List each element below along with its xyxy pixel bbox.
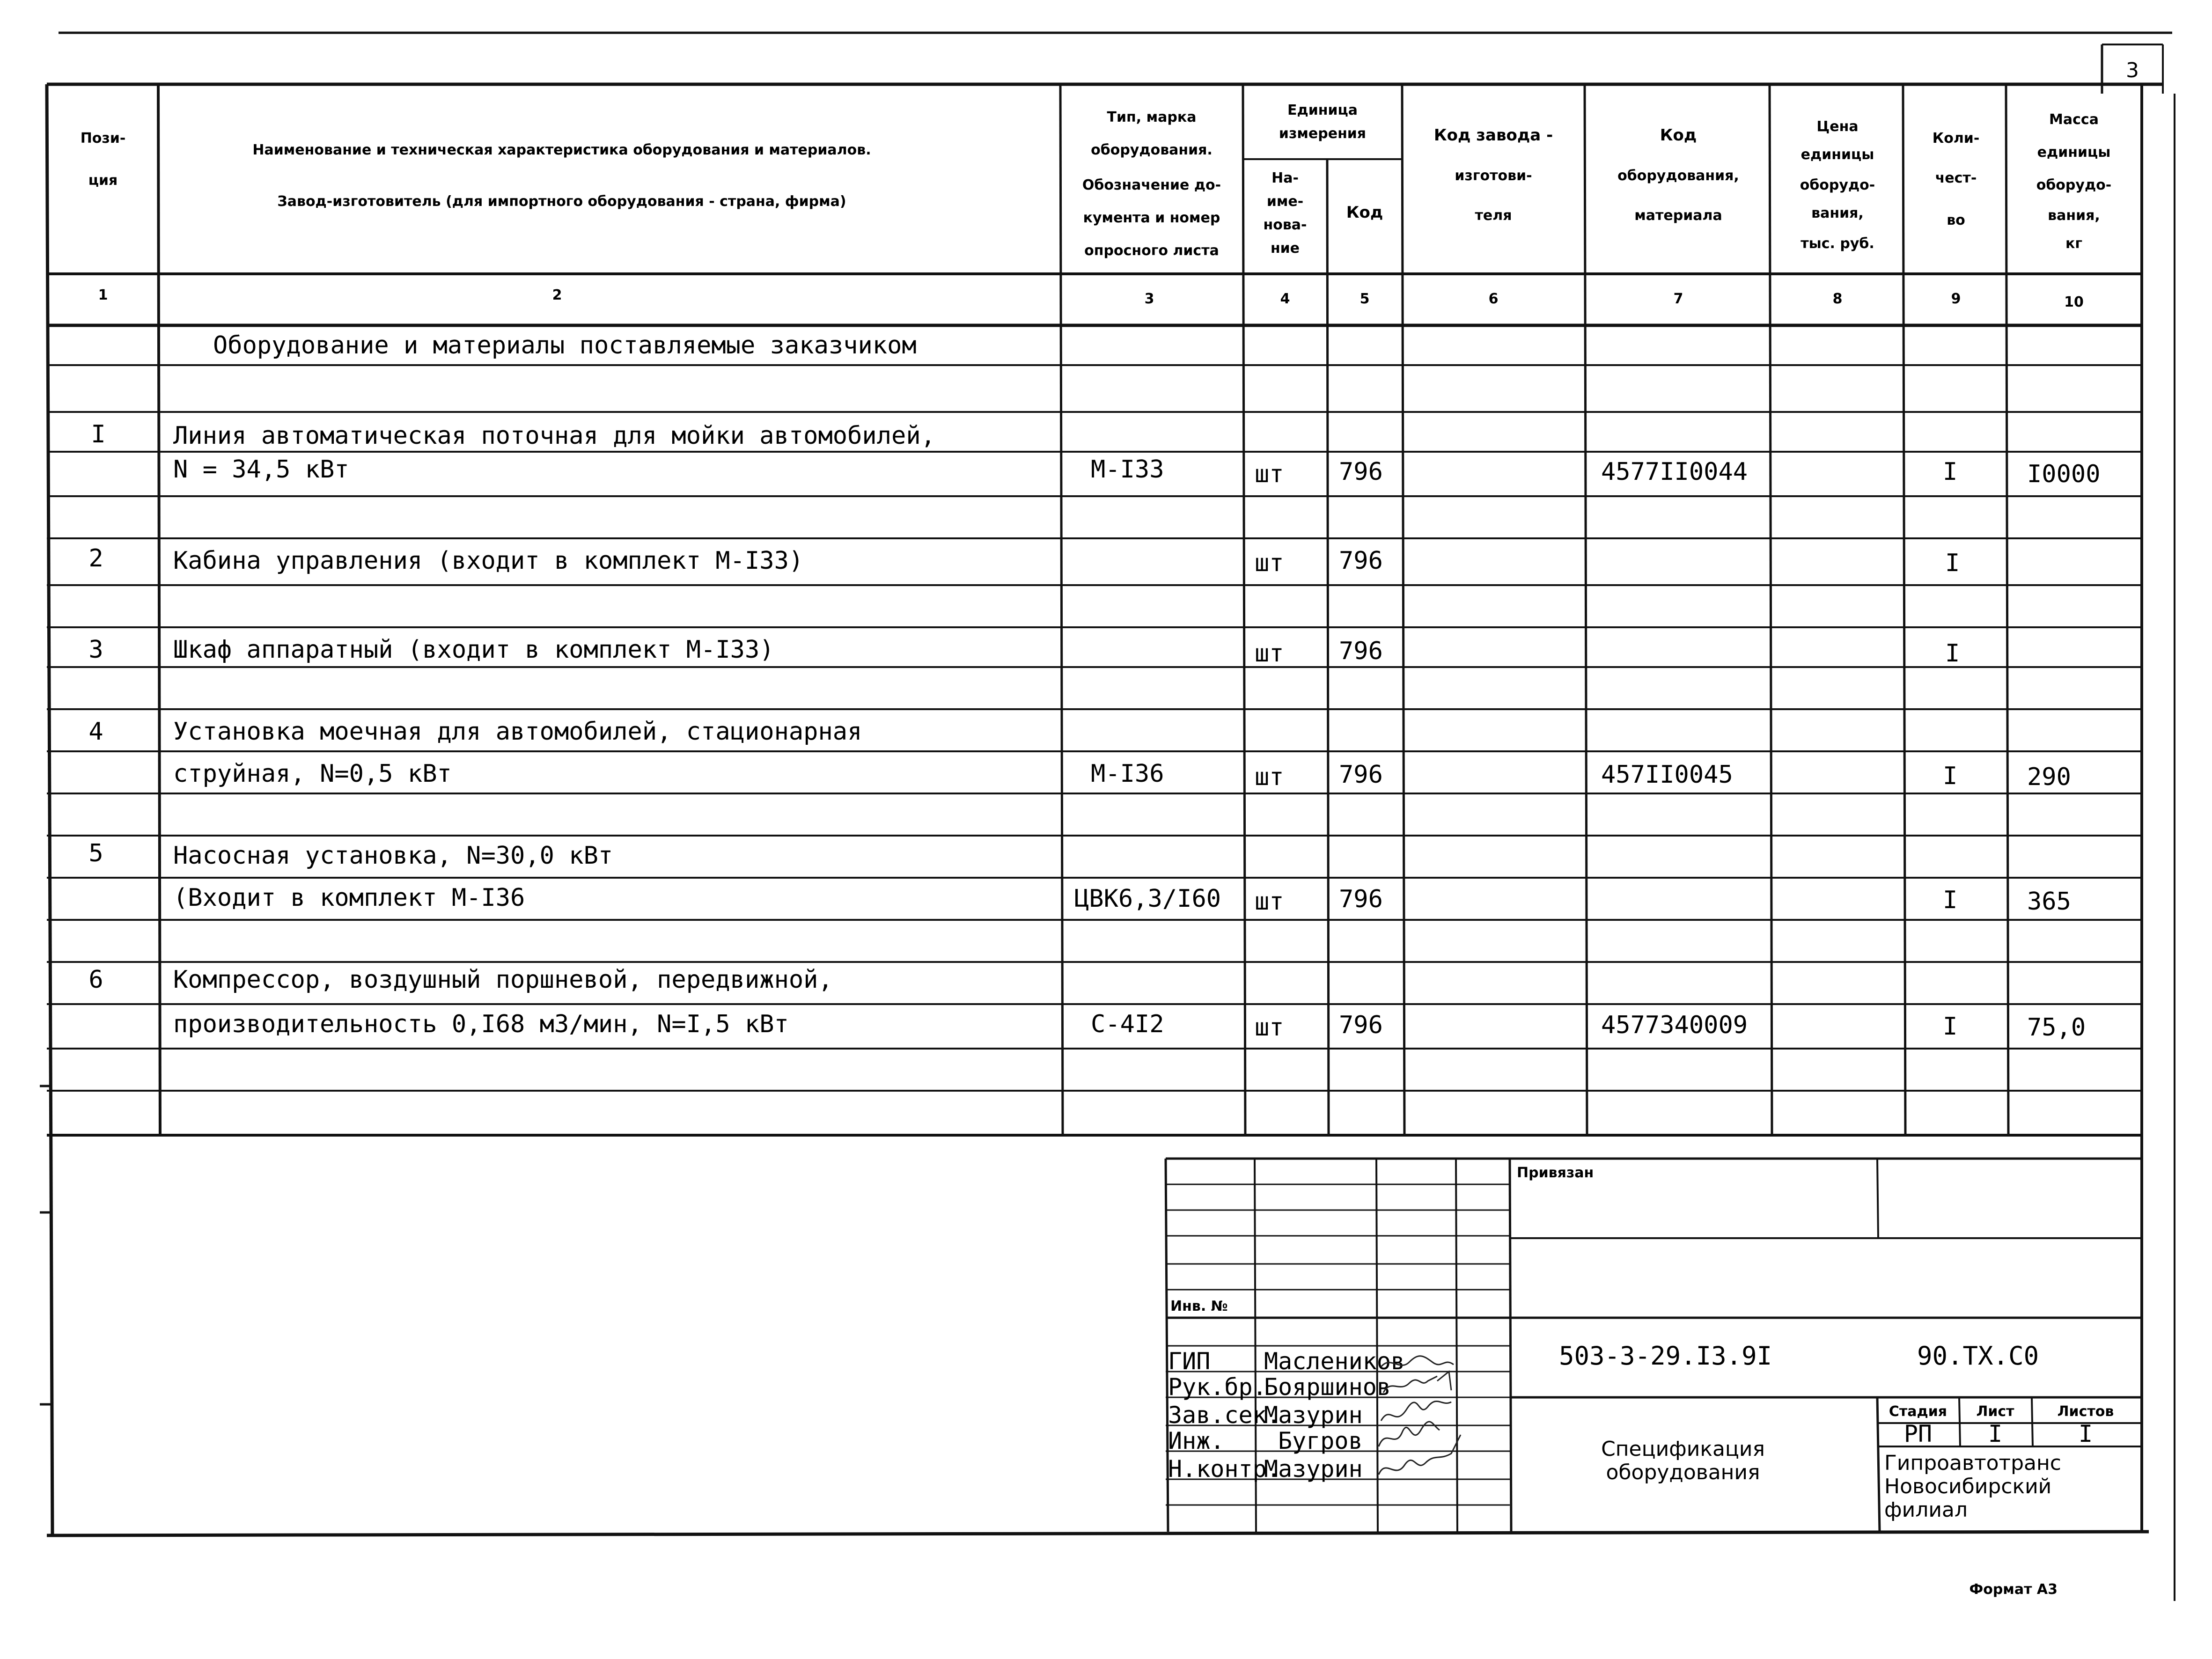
row-unit: шт	[1255, 763, 1284, 791]
row-name: Линия автоматическая поточная для мойки автомобилей,	[173, 422, 935, 450]
header-col7-line3: материала	[1634, 207, 1722, 224]
row-unit-code: 796	[1339, 547, 1383, 575]
row-mass: 365	[2027, 888, 2071, 916]
row-name: Установка моечная для автомобилей, стационарная	[173, 718, 862, 746]
row-position: 2	[88, 544, 103, 573]
column-number: 4	[1280, 291, 1290, 307]
header-col3-line3: Обозначение до-	[1082, 177, 1221, 193]
row-equipment-code: 457II0045	[1601, 761, 1733, 789]
row-unit: шт	[1255, 549, 1284, 577]
row-name: струйная, N=0,5 кВт	[173, 760, 452, 788]
column-number: 2	[552, 287, 562, 303]
sheets-label: Листов	[2057, 1403, 2114, 1420]
row-unit-code: 796	[1339, 885, 1383, 913]
header-col8-line1: Цена	[1816, 118, 1859, 135]
header-col9-line1: Коли-	[1932, 130, 1980, 147]
row-quantity: I	[1943, 1013, 1958, 1041]
header-col8-line3: оборудо-	[1800, 177, 1875, 193]
row-equipment-code: 4577340009	[1601, 1011, 1748, 1039]
row-mass: 75,0	[2027, 1013, 2086, 1042]
row-type: М-I36	[1091, 760, 1164, 788]
header-col6-line2: изготови-	[1455, 168, 1532, 184]
table-header	[81, 102, 2112, 259]
signer-name: Бугров	[1278, 1427, 1363, 1454]
column-number: 6	[1488, 291, 1499, 307]
header-col5: Код	[1346, 203, 1383, 222]
header-col4-line2: име-	[1266, 193, 1304, 210]
row-unit-code: 796	[1339, 1011, 1383, 1039]
role-label: Н.контр.	[1168, 1455, 1281, 1483]
organization-line1: Гипроавтотранс	[1884, 1451, 2061, 1475]
sheet-value: I	[1988, 1420, 2003, 1447]
role-label: Инж.	[1168, 1427, 1225, 1454]
header-col1-line1: Пози-	[80, 130, 126, 147]
stage-value: РП	[1903, 1420, 1933, 1447]
signer-name: Мазурин	[1264, 1455, 1363, 1483]
header-unit-group-line2: измерения	[1279, 125, 1367, 142]
header-col3-line5: опросного листа	[1084, 242, 1219, 259]
header-col6-line1: Код завода -	[1433, 126, 1553, 145]
row-type: М-I33	[1091, 455, 1164, 484]
stage-label: Стадия	[1889, 1403, 1947, 1420]
row-name: Шкаф аппаратный (входит в комплект М-I33)	[173, 636, 774, 664]
row-name: Кабина управления (входит в комплект М-I33)	[173, 547, 804, 575]
header-col1-line2: ция	[88, 172, 118, 189]
row-unit: шт	[1255, 888, 1284, 916]
inventory-number-label: Инв. №	[1170, 1298, 1228, 1314]
privyazan-label: Привязан	[1517, 1165, 1594, 1181]
row-unit-code: 796	[1339, 458, 1383, 486]
header-col2-line1: Наименование и техническая характеристика оборудования и материалов.	[252, 142, 871, 158]
document-code: 503-3-29.I3.9I	[1559, 1341, 1772, 1371]
row-name: производительность 0,I68 м3/мин, N=I,5 кВт	[173, 1010, 789, 1038]
header-col3-line4: кумента и номер	[1083, 210, 1220, 226]
header-col10-line4: вания,	[2048, 207, 2100, 224]
row-mass: I0000	[2027, 460, 2101, 488]
title-block	[1166, 1159, 2142, 1532]
header-col4-line4: ние	[1270, 240, 1300, 257]
row-position: I	[91, 420, 106, 448]
row-type: ЦВК6,3/I60	[1074, 885, 1221, 913]
document-code-secondary: 90.ТХ.С0	[1917, 1341, 2039, 1371]
row-name: N = 34,5 кВт	[173, 455, 349, 484]
column-number: 9	[1951, 291, 1961, 307]
row-name: Насосная установка, N=30,0 кВт	[173, 842, 613, 870]
header-col7-line2: оборудования,	[1617, 168, 1739, 184]
header-unit-group-line1: Единица	[1287, 102, 1358, 118]
header-col4-line3: нова-	[1263, 217, 1307, 233]
column-number: 7	[1673, 291, 1683, 307]
header-col3-line2: оборудования.	[1091, 142, 1213, 158]
header-col10-line2: единицы	[2037, 144, 2111, 161]
organization-line3: филиал	[1884, 1498, 1968, 1522]
header-col10-line1: Масса	[2049, 111, 2099, 128]
row-quantity: I	[1945, 639, 1960, 668]
header-col8-line4: вания,	[1811, 205, 1864, 221]
row-quantity: I	[1945, 549, 1960, 577]
header-col9-line2: чест-	[1935, 170, 1977, 186]
column-number: 1	[98, 287, 108, 303]
sheets-value: I	[2078, 1420, 2093, 1447]
column-number: 5	[1360, 291, 1370, 307]
header-col8-line5: тыс. руб.	[1800, 235, 1874, 252]
row-unit: шт	[1255, 1013, 1284, 1042]
header-col6-line3: теля	[1475, 207, 1512, 224]
row-equipment-code: 4577II0044	[1601, 458, 1748, 486]
row-name: (Входит в комплект М-I36	[173, 884, 525, 912]
header-col4-line1: На-	[1271, 170, 1299, 186]
row-quantity: I	[1943, 458, 1958, 486]
role-label: ГИП	[1168, 1348, 1211, 1375]
row-quantity: I	[1943, 762, 1958, 790]
role-label: Зав.сек.	[1168, 1402, 1281, 1429]
document-title-line1: Спецификация	[1601, 1437, 1765, 1461]
row-type: С-4I2	[1091, 1010, 1164, 1038]
section-title: Оборудование и материалы поставляемые заказчиком	[213, 331, 917, 360]
signer-name: Бояршинов	[1264, 1373, 1391, 1401]
sheet-label: Лист	[1976, 1403, 2014, 1420]
row-position: 3	[88, 636, 103, 664]
row-unit: шт	[1255, 460, 1284, 488]
row-quantity: I	[1943, 886, 1958, 914]
organization-line2: Новосибирский	[1884, 1475, 2052, 1498]
column-numbers-row	[98, 287, 2084, 310]
header-col7-line1: Код	[1660, 126, 1697, 145]
header-col9-line3: во	[1947, 212, 1965, 228]
row-unit: шт	[1255, 639, 1284, 668]
page-number: 3	[2126, 59, 2139, 82]
header-col2-line2: Завод-изготовитель (для импортного оборудования - страна, фирма)	[277, 193, 846, 210]
table-body	[88, 420, 2100, 1042]
row-mass: 290	[2027, 763, 2071, 791]
row-unit-code: 796	[1339, 637, 1383, 665]
header-col3-line1: Тип, марка	[1107, 109, 1197, 125]
header-col10-line5: кг	[2065, 235, 2083, 252]
row-position: 4	[88, 718, 103, 746]
column-number: 3	[1144, 291, 1154, 307]
role-label: Рук.бр.	[1168, 1373, 1267, 1401]
header-col8-line2: единицы	[1800, 147, 1874, 163]
row-position: 6	[88, 966, 103, 994]
column-number: 10	[2064, 294, 2084, 310]
row-position: 5	[88, 839, 103, 867]
signer-name: Маслеников	[1264, 1348, 1405, 1375]
signer-name: Мазурин	[1264, 1402, 1363, 1429]
row-name: Компрессор, воздушный поршневой, передвижной,	[173, 966, 833, 994]
format-label: Формат А3	[1969, 1581, 2058, 1598]
header-col10-line3: оборудо-	[2036, 177, 2112, 193]
row-unit-code: 796	[1339, 761, 1383, 789]
document-title-line2: оборудования	[1606, 1461, 1760, 1484]
column-number: 8	[1832, 291, 1843, 307]
